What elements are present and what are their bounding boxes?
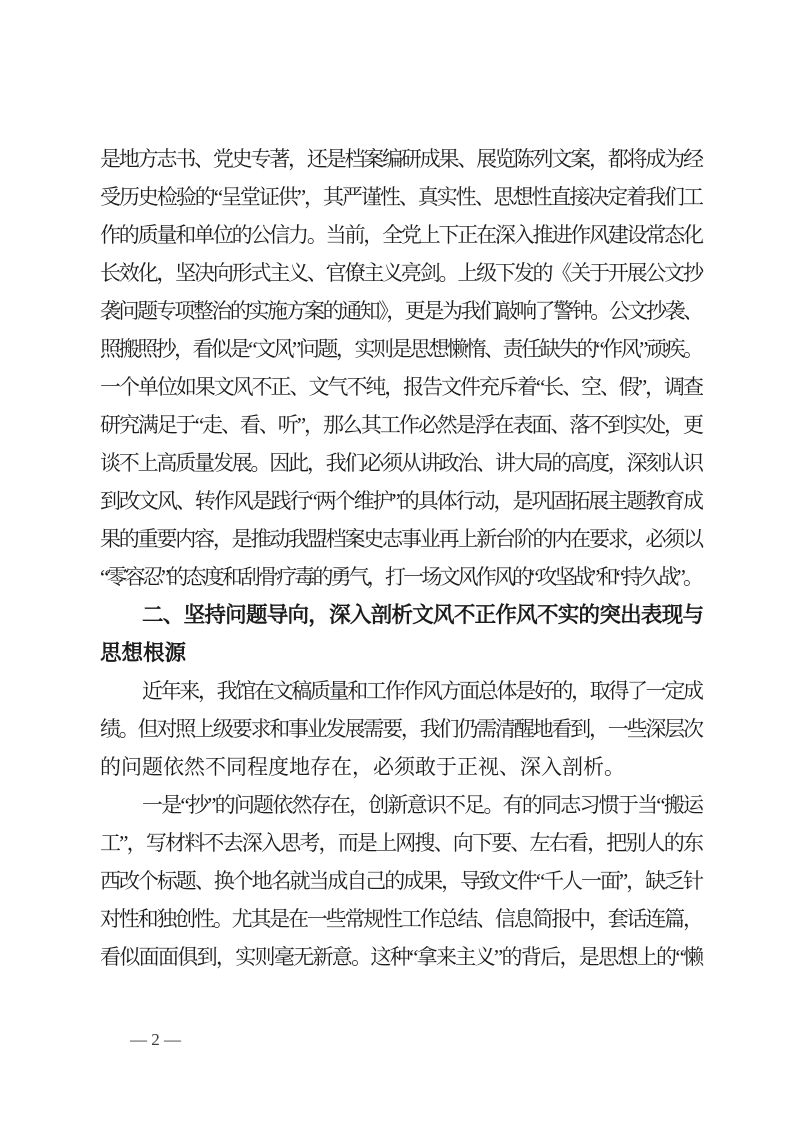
text-line [100,330,704,368]
text-line [100,748,704,786]
line-text: 是地方志书、党史专著，还是档案编研成果、展览陈列文案，都将成为经 [100,147,702,171]
section-heading [100,596,704,672]
line-text: 工”，写材料不去深入思考，而是上网搜、向下要、左右看，把别人的东 [100,831,703,855]
line-text: 袭问题专项整治的实施方案的通知》，更是为我们敲响了警钟。公文抄袭、 [100,299,702,323]
text-blocks [100,140,704,976]
line-text: 西改个标题、换个地名就当成自己的成果，导致文件“千人一面”，缺乏针 [100,869,702,893]
text-line [100,824,704,862]
line-text: 绩。但对照上级要求和事业发展需要，我们仍需清醒地看到，一些深层次 [100,717,702,741]
text-line [100,254,704,292]
text-line [100,862,704,900]
line-text: 的问题依然不同程度地存在，必须敢于正视、深入剖析。 [100,755,625,779]
text-line [100,786,704,824]
line-text: 长效化，坚决向形式主义、官僚主义亮剑。上级下发的《关于开展公文抄 [100,261,702,285]
page-number: — 2 — [130,1030,181,1049]
text-line [100,900,704,938]
text-line [100,216,704,254]
line-text: 研究满足于“走、看、听”，那么其工作必然是浮在表面、落不到实处，更 [100,413,702,437]
text-line [100,520,704,558]
text-line [100,292,704,330]
line-text: 作的质量和单位的公信力。当前，全党上下正在深入推进作风建设常态化 [100,223,702,247]
paragraph [100,140,704,596]
heading-line [100,596,704,634]
line-text: 谈不上高质量发展。因此，我们必须从讲政治、讲大局的高度，深刻认识 [100,451,702,475]
line-text: 到改文风、转作风是践行“两个维护”的具体行动，是巩固拓展主题教育成 [100,489,702,513]
heading-line [100,634,704,672]
paragraph [100,672,704,786]
text-line [100,178,704,216]
page-footer [130,1028,181,1052]
text-line [100,482,704,520]
line-text: 思想根源 [100,641,187,665]
line-text: 看似面面俱到，实则毫无新意。这种“拿来主义”的背后，是思想上的“懒 [100,945,703,969]
line-text: 近年来，我馆在文稿质量和工作作风方面总体是好的，取得了一定成 [142,679,702,703]
text-line [100,558,704,596]
text-line [100,368,704,406]
line-text: 照搬照抄，看似是“文风”问题，实则是思想懒惰、责任缺失的“作风”顽疾。 [100,337,702,361]
text-line [100,406,704,444]
paragraph [100,786,704,976]
text-line [100,672,704,710]
text-line [100,710,704,748]
text-line [100,140,704,178]
line-text: 果的重要内容，是推动我盟档案史志事业再上新台阶的内在要求，必须以 [100,527,702,551]
line-text: 二、坚持问题导向，深入剖析文风不正作风不实的突出表现与 [142,603,704,627]
line-text: 受历史检验的“呈堂证供”，其严谨性、真实性、思想性直接决定着我们工 [100,185,702,209]
line-text: 一是“抄”的问题依然存在，创新意识不足。有的同志习惯于当“搬运 [142,793,703,817]
text-line [100,444,704,482]
text-line [100,938,704,976]
line-text: 一个单位如果文风不正、文气不纯，报告文件充斥着“长、空、假”，调查 [100,375,702,399]
line-text: 对性和独创性。尤其是在一些常规性工作总结、信息简报中，套话连篇， [100,907,702,931]
line-text: “零容忍”的态度和刮骨疗毒的勇气，打一场文风作风的“攻坚战”和“持久战”。 [100,565,702,589]
